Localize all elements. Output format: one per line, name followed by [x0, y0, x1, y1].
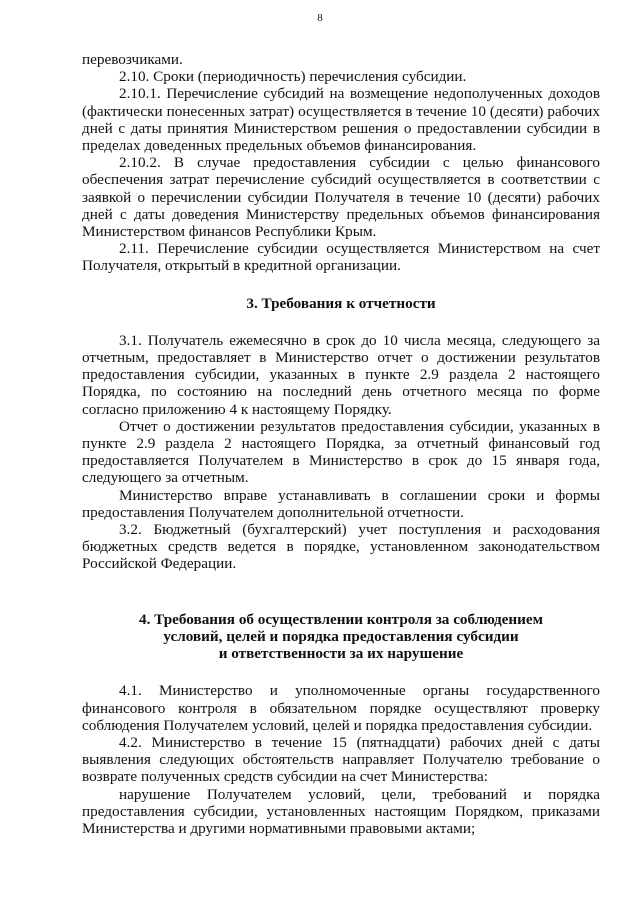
paragraph-2-10: 2.10. Сроки (периодичность) перечисления субсидии. [119, 68, 467, 86]
paragraph-carrier-end: перевозчиками. [82, 51, 183, 68]
paragraph-2-10-1: 2.10.1. Перечисление субсидий на возмещение недополученных доходов (фактически понесенных затрат) осуществляется в течение 10 (десяти) рабочих дней с даты принятия Министерством решения о предоставлении субсидии в пределах доведенных предельных объемов финансирования. [82, 85, 600, 155]
paragraph-3-2: 3.2. Бюджетный (бухгалтерский) учет поступления и расходования бюджетных средств ведется в порядке, установленном законодательством Российской Федерации. [82, 521, 600, 573]
paragraph-ministry-right: Министерство вправе устанавливать в соглашении сроки и формы предоставления Получателем дополнительной отчетности. [82, 486, 600, 521]
section-4-heading-line-1: 4. Требования об осуществлении контроля за соблюдением [138, 610, 544, 628]
paragraph-2-10-2: 2.10.2. В случае предоставления субсидии с целью финансового обеспечения затрат перечисление субсидий осуществляется в соответствии с заявкой о перечислении субсидии Получателя в течение 10 (десяти) рабочих дней с даты доведения Министерству предельных объемов финансирования Министерством финансов Республики Крым. [82, 154, 600, 241]
paragraph-4-1: 4.1. Министерство и уполномоченные органы государственного финансового контроля в обязательном порядке осуществляют проверку соблюдения Получателем условий, целей и порядка предоставления субсидии. [82, 682, 600, 734]
paragraph-3-1: 3.1. Получатель ежемесячно в срок до 10 числа месяца, следующего за отчетным, предоставляет в Министерство отчет о достижении результатов предоставления субсидии, указанных в пункте 2.9 раздела 2 настоящего Порядка, по состоянию на последний день отчетного месяца по форме согласно приложению 4 к настоящему Порядку. [82, 331, 600, 418]
page-number: 8 [317, 12, 323, 24]
paragraph-4-2: 4.2. Министерство в течение 15 (пятнадцати) рабочих дней с даты выявления следующих обстоятельств направляет Получателю требование о возврате полученных средств субсидии на счет Министерства: [82, 733, 600, 786]
section-3-heading: 3. Требования к отчетности [246, 294, 436, 312]
paragraph-annual-report: Отчет о достижении результатов предоставления субсидии, указанных в пункте 2.9 раздела 2 настоящего Порядка, за отчетный финансовый год предоставляется Получателем в Министерство в срок до 15 января года, следующего за отчетным. [82, 417, 600, 487]
document-body [82, 51, 600, 837]
section-4-heading-line-2: условий, целей и порядка предоставления субсидии [163, 627, 519, 645]
paragraph-2-11: 2.11. Перечисление субсидии осуществляется Министерством на счет Получателя, открытый в кредитной организации. [82, 240, 600, 275]
paragraph-violation: нарушение Получателем условий, цели, требований и порядка предоставления субсидии, установленных настоящим Порядком, приказами Министерства и другими нормативными правовыми актами; [82, 785, 600, 837]
section-4-heading-line-3: и ответственности за их нарушение [218, 645, 464, 663]
